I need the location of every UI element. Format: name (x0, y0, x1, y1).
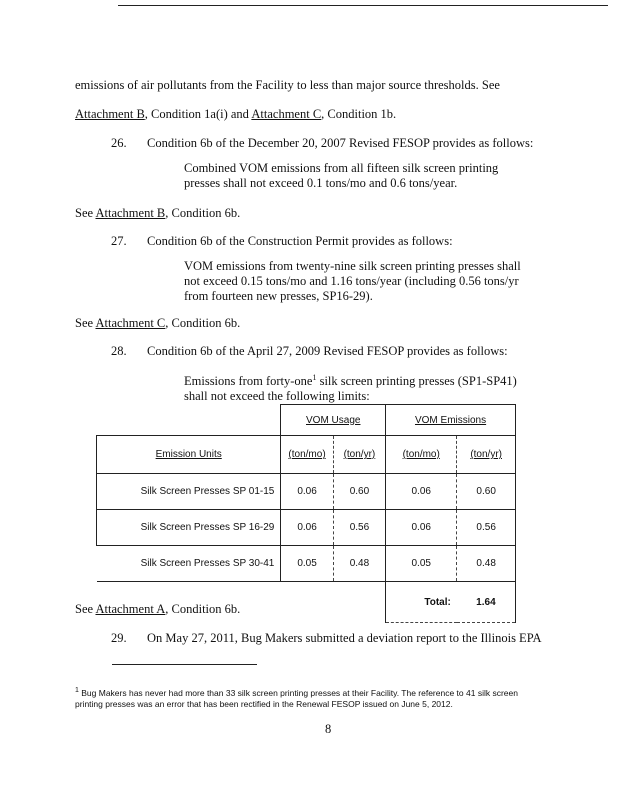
em-yr-cell: 0.48 (457, 546, 516, 582)
unit-cell: Silk Screen Presses SP 01-15 (97, 474, 281, 510)
vom-usage-header (281, 405, 386, 436)
attachment-a-link: Attachment A (95, 602, 166, 616)
usage-yr-cell: 0.56 (333, 510, 385, 546)
em-yr-cell: 0.56 (457, 510, 516, 546)
top-rule (118, 5, 608, 6)
em-yr-label: (ton/yr) (470, 449, 502, 460)
footnote-marker: 1 (312, 373, 317, 382)
table-spacer (97, 405, 281, 436)
item-text-28: Condition 6b of the April 27, 2009 Revised FESOP provides as follows: (147, 344, 508, 358)
text-fragment: Emissions from forty-one (184, 374, 313, 389)
em-mo-cell: 0.05 (386, 546, 457, 582)
item-number-28: 28. (111, 344, 127, 358)
usage-yr-cell: 0.60 (333, 474, 385, 510)
text-fragment: , Condition 6b. (165, 316, 241, 330)
table-row (97, 474, 516, 510)
block-quote-26: Combined VOM emissions from all fifteen silk screen printing presses shall not exceed 0.1 tons/mo and 0.6 tons/year. (184, 161, 499, 190)
footnote (75, 685, 535, 710)
see-attachment-b (75, 206, 240, 221)
vom-usage-label: VOM Usage (306, 414, 361, 426)
unit-cell: Silk Screen Presses SP 16-29 (97, 510, 281, 546)
table-row (97, 510, 516, 546)
item-text-29: On May 27, 2011, Bug Makers submitted a deviation report to the Illinois EPA (147, 631, 542, 645)
em-mo-cell: 0.06 (386, 510, 457, 546)
attachment-b-link: Attachment B (95, 206, 166, 220)
em-mo-cell: 0.06 (386, 474, 457, 510)
text-fragment: , Condition 6b. (165, 602, 241, 616)
text-fragment: , Condition 1a(i) and (144, 107, 252, 121)
usage-yr-label: (ton/yr) (343, 449, 376, 460)
emission-units-header (97, 436, 281, 474)
vom-emissions-header (386, 405, 516, 436)
paragraph-continuation: emissions of air pollutants from the Facility to less than major source thresholds. See (75, 78, 500, 92)
text-fragment: See (75, 602, 96, 616)
item-number-29: 29. (111, 631, 127, 645)
text-fragment: , Condition 1b. (321, 107, 397, 121)
text-fragment: silk screen printing presses (SP1-SP41) shall not exceed the following limits: (184, 374, 517, 404)
see-attachment-c (75, 316, 240, 331)
footnote-mark: 1 (75, 687, 79, 694)
em-yr-cell: 0.60 (457, 474, 516, 510)
block-quote-28 (184, 370, 529, 404)
see-attachment-a (75, 602, 240, 617)
usage-yr-header (333, 436, 385, 474)
em-mo-header (386, 436, 457, 474)
item-number-27: 27. (111, 234, 127, 248)
usage-mo-header (281, 436, 333, 474)
footnote-text: Bug Makers has never had more than 33 silk screen printing presses at their Facility. The reference to 41 silk screen printing presses was an error that has been rectified in the Renewal FESOP issued on June 5, 2012. (75, 687, 518, 709)
em-mo-label: (ton/mo) (402, 449, 440, 460)
usage-mo-cell: 0.06 (281, 474, 333, 510)
item-number-26: 26. (111, 136, 127, 150)
unit-cell: Silk Screen Presses SP 30-41 (97, 546, 281, 582)
attachment-reference-line (75, 107, 396, 122)
total-value: 1.64 (457, 582, 516, 623)
item-text-27: Condition 6b of the Construction Permit provides as follows: (147, 234, 453, 248)
table-row (97, 546, 516, 582)
page-number: 8 (325, 722, 332, 736)
usage-mo-label: (ton/mo) (288, 449, 326, 460)
attachment-c-link: Attachment C (251, 107, 322, 121)
attachment-b-link: Attachment B (75, 107, 145, 121)
text-fragment: See (75, 316, 96, 330)
text-fragment: See (75, 206, 96, 220)
em-yr-header (457, 436, 516, 474)
usage-mo-cell: 0.06 (281, 510, 333, 546)
item-text-26: Condition 6b of the December 20, 2007 Revised FESOP provides as follows: (147, 136, 534, 150)
attachment-c-link: Attachment C (95, 316, 166, 330)
emission-units-label: Emission Units (155, 449, 222, 460)
total-label: Total: (386, 582, 457, 623)
block-quote-27: VOM emissions from twenty-nine silk screen printing presses shall not exceed 0.15 tons/mo and 1.16 tons/year (including 0.56 tons/yr from fourteen new presses, SP16-29). (184, 259, 521, 303)
footnote-separator (112, 664, 257, 665)
usage-mo-cell: 0.05 (281, 546, 333, 582)
vom-emissions-label: VOM Emissions (414, 414, 487, 426)
vom-limits-table (96, 404, 516, 623)
text-fragment: , Condition 6b. (165, 206, 241, 220)
usage-yr-cell: 0.48 (333, 546, 385, 582)
